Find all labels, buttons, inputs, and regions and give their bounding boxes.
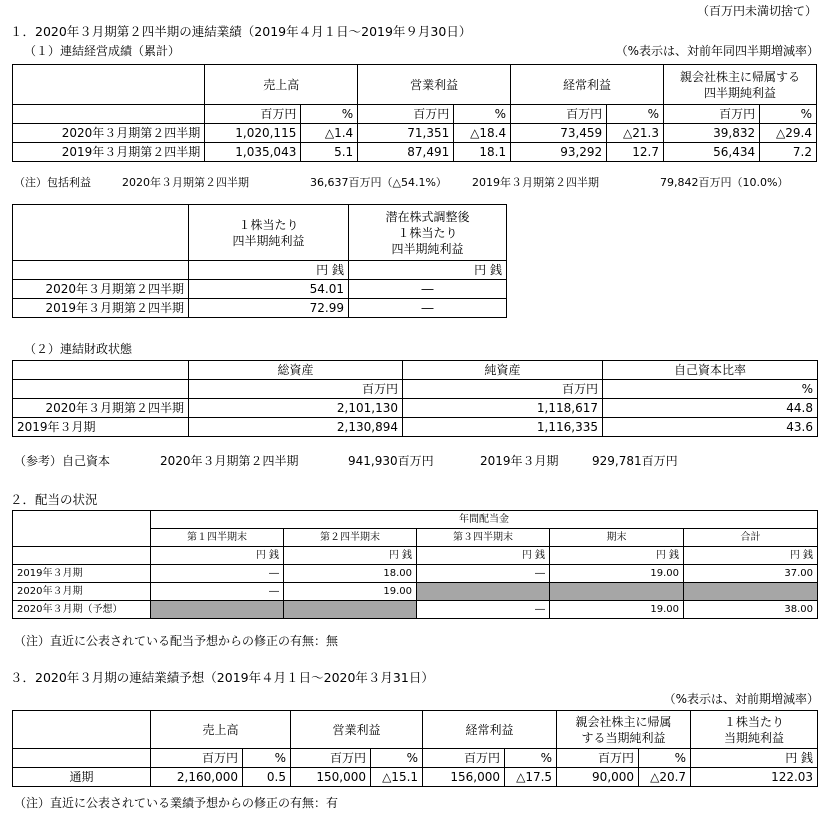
unit-cell: % [243, 749, 291, 768]
header-annual-dividend: 年間配当金 [151, 511, 818, 529]
unit-cell: 円 銭 [684, 547, 818, 565]
unit-cell: % [760, 105, 817, 124]
cell-value: △18.4 [454, 124, 511, 143]
cell-value: 56,434 [664, 143, 760, 162]
cell-value: 122.03 [691, 768, 818, 787]
cell-value: 2,130,894 [189, 418, 403, 437]
unit-blank [13, 380, 189, 399]
cell-value: △17.5 [505, 768, 557, 787]
unit-cell: % [371, 749, 423, 768]
header-total: 合計 [684, 529, 818, 547]
unit-cell: 百万円 [403, 380, 603, 399]
cell-value: ― [151, 565, 284, 583]
row-label: 2019年３月期第２四半期 [13, 299, 189, 318]
header-eps: １株当たり 当期純利益 [691, 711, 818, 749]
cell-value: 44.8 [603, 399, 818, 418]
header-eps: １株当たり 四半期純利益 [189, 205, 349, 261]
header-q2-end: 第２四半期末 [284, 529, 417, 547]
row-label: 2020年３月期第２四半期 [13, 399, 189, 418]
row-label: 2020年３月期 [13, 583, 151, 601]
comprehensive-income-value2: 79,842百万円（10.0%） [660, 176, 789, 189]
table-row [13, 399, 818, 418]
cell-value: 19.00 [284, 583, 417, 601]
cell-value: △29.4 [760, 124, 817, 143]
cell-value: 1,118,617 [403, 399, 603, 418]
row-label: 2019年３月期第２四半期 [13, 143, 205, 162]
shaded-cell [684, 583, 818, 601]
table-row [13, 299, 507, 318]
cell-value: ― [151, 583, 284, 601]
cell-value: 7.2 [760, 143, 817, 162]
section2-title: ２．配当の状況 [10, 492, 98, 507]
unit-cell: 百万円 [189, 380, 403, 399]
cell-value: 2,101,130 [189, 399, 403, 418]
cell-value: △21.3 [607, 124, 664, 143]
unit-cell: % [639, 749, 691, 768]
row-label: 2019年３月期 [13, 565, 151, 583]
unit-cell: 円 銭 [417, 547, 550, 565]
unit-blank [13, 261, 189, 280]
cell-value: 72.99 [189, 299, 349, 318]
shaded-cell [417, 583, 550, 601]
cell-value: 18.00 [284, 565, 417, 583]
cell-value: 73,459 [511, 124, 607, 143]
cell-value: 18.1 [454, 143, 511, 162]
cell-value: △20.7 [639, 768, 691, 787]
cell-value: 93,292 [511, 143, 607, 162]
equity-reference-period1: 2020年３月期第２四半期 [160, 454, 299, 468]
comprehensive-income-period2: 2019年３月期第２四半期 [472, 176, 599, 189]
table-header-blank [13, 529, 151, 547]
unit-cell: 円 銭 [349, 261, 507, 280]
row-label: 2020年３月期（予想） [13, 601, 151, 619]
unit-cell: % [603, 380, 818, 399]
unit-cell: 円 銭 [691, 749, 818, 768]
shaded-cell [151, 601, 284, 619]
unit-note: （百万円未満切捨て） [696, 4, 817, 18]
cell-value: ― [349, 299, 507, 318]
header-q1-end: 第１四半期末 [151, 529, 284, 547]
unit-cell: 円 銭 [284, 547, 417, 565]
cell-value: 1,020,115 [205, 124, 301, 143]
unit-cell: 円 銭 [550, 547, 684, 565]
table-header-blank [13, 511, 151, 529]
table-row [13, 143, 817, 162]
unit-cell: 百万円 [205, 105, 301, 124]
unit-cell: % [454, 105, 511, 124]
comprehensive-income-value1: 36,637百万円（△54.1%） [310, 176, 447, 189]
table-row [13, 768, 818, 787]
equity-reference-value1: 941,930百万円 [348, 454, 434, 468]
table-row [13, 124, 817, 143]
header-ordinary-income: 経常利益 [423, 711, 557, 749]
section1-title: １．2020年３月期第２四半期の連結業績（2019年４月１日～2019年９月30日） [10, 24, 472, 39]
header-net-income: 親会社株主に帰属 する当期純利益 [557, 711, 691, 749]
row-label: 2020年３月期第２四半期 [13, 280, 189, 299]
subsection1-title: （１）連結経営成績（累計） [24, 44, 181, 58]
cell-value: 150,000 [291, 768, 371, 787]
equity-reference-value2: 929,781百万円 [592, 454, 678, 468]
table-row [13, 583, 818, 601]
cell-value: 1,035,043 [205, 143, 301, 162]
financial-position-table [12, 360, 818, 437]
cell-value: 37.00 [684, 565, 818, 583]
cell-value: 0.5 [243, 768, 291, 787]
unit-cell: 百万円 [151, 749, 243, 768]
header-net-assets: 純資産 [403, 361, 603, 380]
unit-cell: % [607, 105, 664, 124]
subsection1-note: （%表示は、対前年同四半期増減率） [615, 44, 819, 58]
dividend-revision-note: （注）直近に公表されている配当予想からの修正の有無：無 [14, 634, 339, 648]
header-sales: 売上高 [205, 65, 358, 105]
unit-cell: 百万円 [557, 749, 639, 768]
cell-value: 19.00 [550, 565, 684, 583]
subsection2-title: （２）連結財政状態 [24, 342, 133, 356]
cell-value: 43.6 [603, 418, 818, 437]
cell-value: 19.00 [550, 601, 684, 619]
header-year-end: 期末 [550, 529, 684, 547]
table-header-blank [13, 205, 189, 261]
header-net-income: 親会社株主に帰属する 四半期純利益 [664, 65, 817, 105]
cell-value: 54.01 [189, 280, 349, 299]
equity-reference-period2: 2019年３月期 [480, 454, 559, 468]
comprehensive-income-period1: 2020年３月期第２四半期 [122, 176, 249, 189]
table-row [13, 280, 507, 299]
header-q3-end: 第３四半期末 [417, 529, 550, 547]
cell-value: △15.1 [371, 768, 423, 787]
section3-title: ３．2020年３月期の連結業績予想（2019年４月１日～2020年３月31日） [10, 670, 434, 685]
shaded-cell [550, 583, 684, 601]
header-ordinary-income: 経常利益 [511, 65, 664, 105]
unit-cell: 円 銭 [151, 547, 284, 565]
row-label: 通期 [13, 768, 151, 787]
dividends-table [12, 510, 818, 619]
cell-value: 5.1 [301, 143, 358, 162]
cell-value: △1.4 [301, 124, 358, 143]
table-row [13, 601, 818, 619]
unit-cell: 百万円 [291, 749, 371, 768]
table-header-blank [13, 65, 205, 105]
unit-blank [13, 105, 205, 124]
unit-cell: 百万円 [423, 749, 505, 768]
header-operating-income: 営業利益 [358, 65, 511, 105]
row-label: 2020年３月期第２四半期 [13, 124, 205, 143]
cell-value: 2,160,000 [151, 768, 243, 787]
unit-cell: % [301, 105, 358, 124]
comprehensive-income-label: （注）包括利益 [14, 176, 91, 189]
forecast-note-right: （%表示は、対前期増減率） [663, 692, 819, 706]
equity-reference-label: （参考）自己資本 [14, 454, 111, 468]
cell-value: 12.7 [607, 143, 664, 162]
table-header-blank [13, 361, 189, 380]
cell-value: 90,000 [557, 768, 639, 787]
cell-value: ― [417, 565, 550, 583]
unit-cell: 百万円 [664, 105, 760, 124]
operating-results-table [12, 64, 817, 162]
cell-value: ― [349, 280, 507, 299]
cell-value: 156,000 [423, 768, 505, 787]
table-row [13, 565, 818, 583]
cell-value: 71,351 [358, 124, 454, 143]
cell-value: 39,832 [664, 124, 760, 143]
cell-value: 1,116,335 [403, 418, 603, 437]
forecast-revision-note: （注）直近に公表されている業績予想からの修正の有無：有 [14, 796, 339, 810]
unit-blank [13, 749, 151, 768]
header-diluted-eps: 潜在株式調整後 １株当たり 四半期純利益 [349, 205, 507, 261]
unit-cell: 百万円 [511, 105, 607, 124]
header-equity-ratio: 自己資本比率 [603, 361, 818, 380]
cell-value: ― [417, 601, 550, 619]
header-operating-income: 営業利益 [291, 711, 423, 749]
unit-blank [13, 547, 151, 565]
header-total-assets: 総資産 [189, 361, 403, 380]
unit-cell: 円 銭 [189, 261, 349, 280]
eps-table [12, 204, 507, 318]
header-sales: 売上高 [151, 711, 291, 749]
forecast-table [12, 710, 818, 787]
cell-value: 38.00 [684, 601, 818, 619]
unit-cell: 百万円 [358, 105, 454, 124]
table-row [13, 418, 818, 437]
row-label: 2019年３月期 [13, 418, 189, 437]
cell-value: 87,491 [358, 143, 454, 162]
shaded-cell [284, 601, 417, 619]
unit-cell: % [505, 749, 557, 768]
table-header-blank [13, 711, 151, 749]
